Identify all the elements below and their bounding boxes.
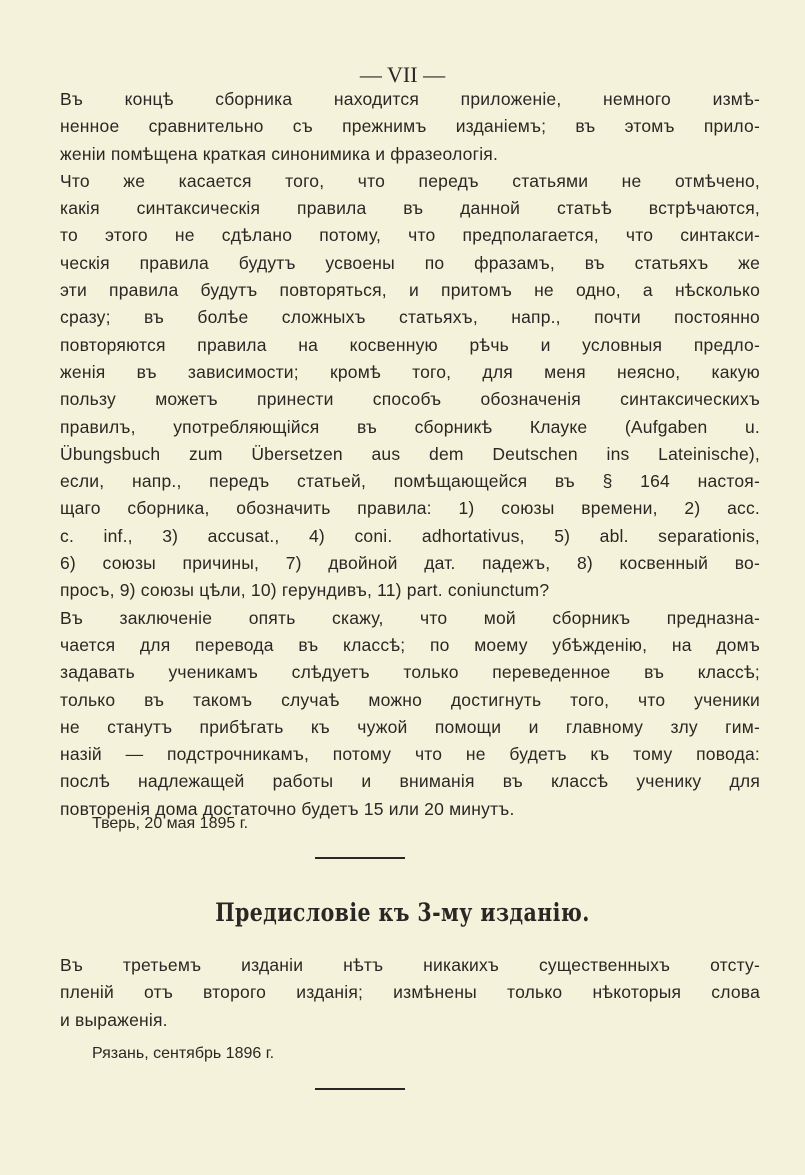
text-line: какiя синтаксическiя правила въ данной статьѣ встрѣчаются, (60, 198, 760, 219)
text-line: задавать ученикамъ слѣдуетъ только переведенное въ классѣ; (60, 662, 760, 683)
text-line: если, напр., передъ статьей, помѣщающейся въ § 164 настоя- (60, 471, 760, 492)
text-line: женiи помѣщена краткая синонимика и фразеологiя. (60, 143, 499, 164)
end-divider (315, 1088, 405, 1090)
text-line: ческiя правила будутъ усвоены по фразамъ, въ статьяхъ же (60, 252, 760, 273)
text-line: Что же касается того, что передъ статьями не отмѣчено, (60, 170, 760, 191)
text-line: послѣ надлежащей работы и вниманiя въ классѣ ученику для (60, 771, 760, 792)
text-line: пользу можетъ принести способъ обозначенiя синтаксическихъ (60, 389, 760, 410)
page-number: — VII — (359, 62, 446, 87)
preface-body (60, 86, 760, 823)
text-line: только въ такомъ случаѣ можно достигнуть того, что ученики (60, 689, 760, 710)
text-line: то этого не сдѣлано потому, что предполагается, что синтакси- (60, 225, 760, 246)
text-line: женiя въ зависимости; кромѣ того, для меня неясно, какую (60, 361, 760, 382)
text-line: Въ заключенiе опять скажу, что мой сборникъ предназна- (60, 607, 760, 628)
text-line: повторенiя дома достаточно будетъ 15 или 20 минутъ. (60, 798, 515, 819)
signature-ryazan: Рязань, сентябрь 1896 г. (92, 1045, 275, 1062)
text-line: щаго сборника, обозначить правила: 1) союзы времени, 2) acc. (60, 498, 760, 519)
text-line: сразу; въ болѣе сложныхъ статьяхъ, напр., почти постоянно (60, 307, 760, 328)
text-line: ненное сравнительно съ прежнимъ изданiемъ; въ этомъ прило- (60, 116, 760, 137)
signature-tver: Тверь, 20 мая 1895 г. (92, 815, 249, 832)
text-line: c. inf., 3) accusat., 4) coni. adhortativus, 5) abl. separationis, (60, 525, 760, 546)
text-line: 6) союзы причины, 7) двойной дат. падежъ, 8) косвенный во- (60, 553, 760, 574)
text-line: повторяются правила на косвенную рѣчь и условныя предло- (60, 334, 760, 355)
text-line: Въ концѣ сборника находится приложенiе, немного измѣ- (60, 89, 760, 109)
section-divider (315, 857, 405, 859)
text-line: чается для перевода въ классѣ; по моему убѣжденiю, на домъ (60, 634, 760, 655)
text-line: правилъ, употребляющiйся въ сборникѣ Клауке (Aufgaben u. (60, 416, 760, 437)
text-line: эти правила будутъ повторяться, и притомъ не одно, а нѣсколько (60, 280, 760, 301)
text-line: назiй — подстрочникамъ, потому что не будетъ къ тому повода: (60, 744, 760, 765)
text-line: Въ третьемъ изданiи нѣтъ никакихъ существенныхъ отсту- (60, 955, 760, 975)
text-line: просъ, 9) союзы цѣли, 10) герундивъ, 11) part. coniunctum? (60, 580, 550, 601)
third-edition-preface-body (60, 952, 760, 1034)
text-line: не станутъ прибѣгать къ чужой помощи и главному злу гим- (60, 716, 760, 737)
text-line: Übungsbuch zum Übersetzen aus dem Deutschen ins Lateinische), (60, 443, 760, 464)
section-heading: Предисловiе къ 3-му изданiю. (215, 898, 590, 927)
text-line: пленiй отъ второго изданiя; измѣнены только нѣкоторыя слова (60, 982, 760, 1003)
text-line: и выраженiя. (60, 1009, 168, 1030)
